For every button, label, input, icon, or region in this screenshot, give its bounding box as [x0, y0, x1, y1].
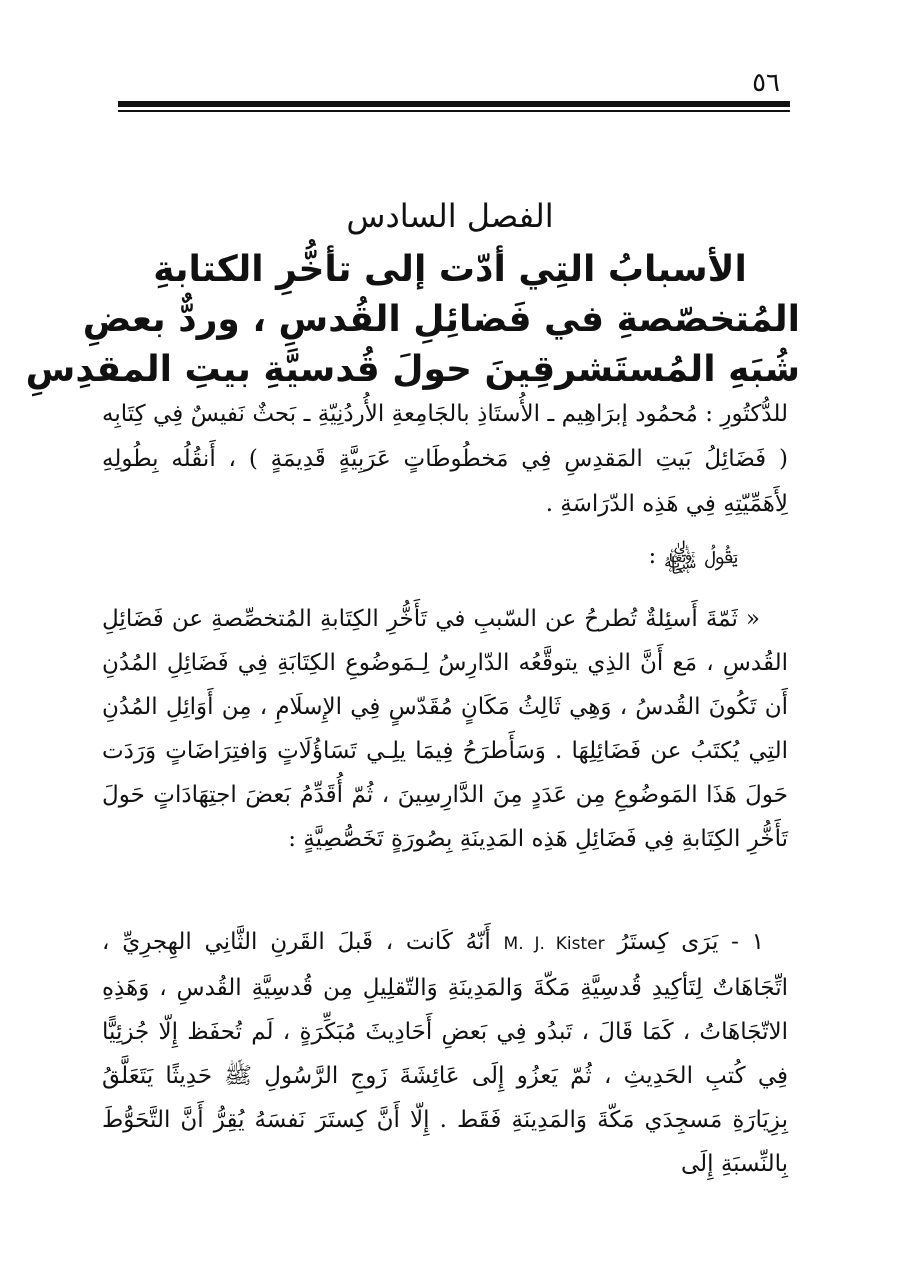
quote-attribution: يَقُولُ ﷾ : [648, 543, 738, 569]
chapter-title-line: المُتخصّصةِ في فَضائِلِ القُدسِ ، وردٌّ بعضِ [82, 299, 800, 340]
list-item-1 [102, 920, 788, 1186]
chapter-title [25, 245, 800, 395]
header-rule-thin [118, 110, 790, 112]
kister-name-latin: M. J. Kister [503, 934, 605, 954]
chapter-title-line: شُبَهِ المُستَشرقِينَ حولَ قُدسيَّةِ بيتِ المقدِسِ [25, 349, 800, 390]
intro-paragraph: للدُّكتُورِ : مُحمُود إبرَاهِيم ـ الأُستَاذِ بالجَامِعةِ الأُردُنِيّةِ ـ بَحثٌ نَفيسٌ فِي كِتَابِه ( فَضَائِلُ بَيتِ المَقدِسِ فِي مَخطُوطَاتٍ عَرَبِيَّةٍ قَدِيمَةٍ ) ، أَنقُلُه بِطُولِهِ لِأَهَمِّيّتِهِ فِي هَذِه الدّرَاسَةِ . [102, 401, 788, 517]
list-item-1-text: أَنّهُ كَانت ، قَبلَ القَرنِ الثَّانِي الهِجرِيِّ ، اتِّجَاهَاتٌ لِتَأكِيدِ قُدسِيَّةِ مَكّةَ وَالمَدِينَةِ وَالتّقلِيلِ مِن قُدسِيَّةِ القُدسِ ، وَهَذِهِ الاتّجَاهَاتُ ، كَمَا قَالَ ، تَبدُو فِي بَعضِ أَحَادِيثَ مُبَكِّرَةٍ ، لَم تُحفَظ إِلّا جُزئِيًّا فِي كُتبِ الحَدِيثِ ، ثُمّ يَعزُو إِلَى عَائِشَةَ زَوجِ الرَّسُولِ ﷺ حَدِيثًا يَتَعَلَّقُ بِزِيَارَةِ مَسجِدَي مَكّةَ وَالمَدِينَةِ فَقَط . إِلّا أَنَّ كِستَرَ نَفسَهُ يُقِرُّ أَنَّ التَّحَوُّطَ بِالنِّسبَةِ إِلَى [102, 929, 788, 1177]
page-number: ٥٦ [752, 68, 780, 98]
chapter-title-line: الأسبابُ التِي أدّت إلى تأخُّرِ الكتابةِ [153, 249, 747, 290]
chapter-label: الفصل السادس [346, 197, 554, 235]
quote-paragraph: « ثَمّةَ أَسئِلةٌ تُطرحُ عن السّببِ في تَأَخُّرِ الكِتَابةِ المُتخصِّصةِ عن فَضَائِلِ القُدسِ ، مَع أَنَّ الذِي يتوقَّعُه الدّارِسُ لِـمَوضُوعِ الكِتَابَةِ فِي فَضَائِلِ المُدُنِ أَن تَكُونَ القُدسُ ، وَهِي ثَالِثُ مَكَانٍ مُقَدّسٍ فِي الإِسلَامِ ، مِن أَوَائِلِ المُدُنِ التِي يُكتَبُ عن فَضَائِلِهَا . وَسَأَطرَحُ فِيمَا يلِـي تَسَاؤُلَاتٍ وَافتِرَاضَاتٍ وَرَدَت حَولَ هَذَا المَوضُوعِ مِن عَدَدٍ مِنَ الدَّارِسِينَ ، ثُمّ أُقَدِّمُ بَعضَ اجتِهَادَاتٍ حَولَ تَأَخُّرِ الكِتَابةِ فِي فَضَائِلِ هَذِه المَدِينَةِ بِصُورَةٍ تَخَصُّصِيَّةٍ : [102, 606, 788, 852]
header-rule-thick [118, 101, 790, 107]
list-item-1-lead: ١ - يَرَى كِستَرُ [617, 929, 765, 955]
